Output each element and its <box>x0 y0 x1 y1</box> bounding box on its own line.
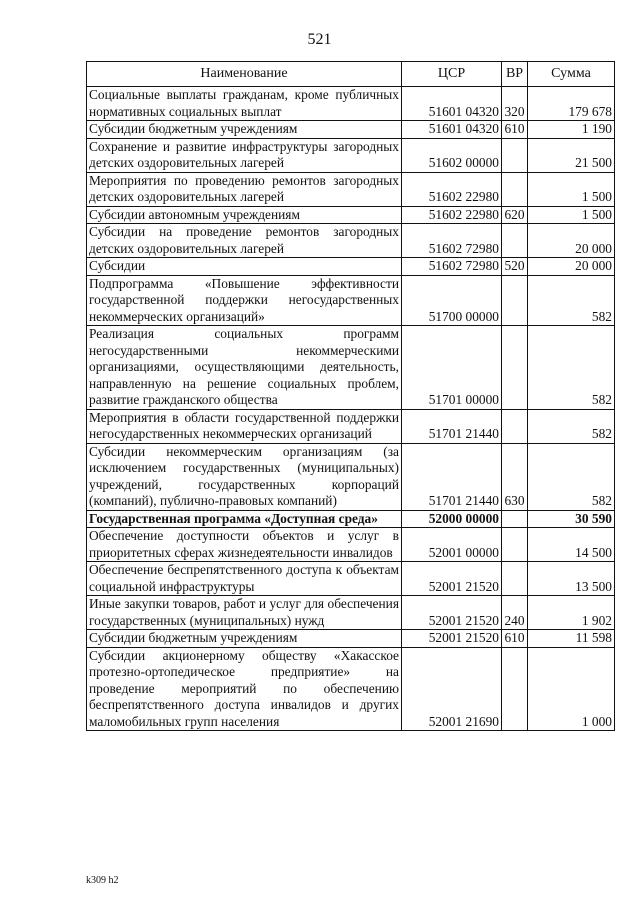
cell-sum: 30 590 <box>528 510 615 528</box>
cell-csr: 51701 00000 <box>402 326 502 410</box>
cell-name: Субсидии акционерному обществу «Хакасское протезно-ортопедическое предприятие» на проведение мероприятий по обеспечению беспрепятственного доступа инвалидов и других маломобильных групп населения <box>87 647 402 731</box>
table-row <box>87 206 615 224</box>
cell-csr: 51701 21440 <box>402 443 502 510</box>
cell-sum: 1 500 <box>528 172 615 206</box>
cell-sum: 582 <box>528 326 615 410</box>
cell-csr: 51602 72980 <box>402 258 502 276</box>
cell-vr <box>502 172 528 206</box>
table-row <box>87 443 615 510</box>
cell-vr: 320 <box>502 87 528 121</box>
cell-name: Государственная программа «Доступная среда» <box>87 510 402 528</box>
cell-csr: 51700 00000 <box>402 275 502 326</box>
cell-name: Сохранение и развитие инфраструктуры загородных детских оздоровительных лагерей <box>87 138 402 172</box>
cell-sum: 1 902 <box>528 596 615 630</box>
page-number: 521 <box>307 31 332 48</box>
cell-csr: 51601 04320 <box>402 87 502 121</box>
cell-sum: 179 678 <box>528 87 615 121</box>
cell-vr <box>502 562 528 596</box>
table-row <box>87 596 615 630</box>
cell-sum: 20 000 <box>528 224 615 258</box>
cell-name: Мероприятия в области государственной поддержки негосударственных некоммерческих организаций <box>87 409 402 443</box>
cell-vr: 610 <box>502 630 528 648</box>
cell-sum: 20 000 <box>528 258 615 276</box>
table-row <box>87 647 615 731</box>
cell-vr <box>502 224 528 258</box>
cell-name: Иные закупки товаров, работ и услуг для обеспечения государственных (муниципальных) нужд <box>87 596 402 630</box>
cell-csr: 52001 21520 <box>402 630 502 648</box>
table-row <box>87 510 615 528</box>
cell-vr: 630 <box>502 443 528 510</box>
cell-csr: 51602 00000 <box>402 138 502 172</box>
cell-csr: 52001 21520 <box>402 596 502 630</box>
cell-sum: 14 500 <box>528 528 615 562</box>
cell-name: Субсидии некоммерческим организациям (за исключением государственных (муниципальных) учреждений, государственных корпораций (компаний), публично-правовых компаний) <box>87 443 402 510</box>
cell-name: Обеспечение беспрепятственного доступа к объектам социальной инфраструктуры <box>87 562 402 596</box>
cell-name: Субсидии бюджетным учреждениям <box>87 121 402 139</box>
cell-sum: 1 500 <box>528 206 615 224</box>
cell-csr: 51601 04320 <box>402 121 502 139</box>
cell-csr: 51602 22980 <box>402 172 502 206</box>
cell-name: Обеспечение доступности объектов и услуг в приоритетных сферах жизнедеятельности инвалидов <box>87 528 402 562</box>
header-sum: Сумма <box>528 62 615 87</box>
cell-vr: 620 <box>502 206 528 224</box>
footer-code: k309 h2 <box>86 875 119 886</box>
header-vr: ВР <box>502 62 528 87</box>
table-header-row <box>87 62 615 87</box>
cell-sum: 582 <box>528 443 615 510</box>
table-row <box>87 138 615 172</box>
cell-name: Мероприятия по проведению ремонтов загородных детских оздоровительных лагерей <box>87 172 402 206</box>
cell-sum: 1 190 <box>528 121 615 139</box>
table-row <box>87 409 615 443</box>
cell-sum: 1 000 <box>528 647 615 731</box>
cell-name: Субсидии <box>87 258 402 276</box>
cell-csr: 52000 00000 <box>402 510 502 528</box>
cell-vr <box>502 647 528 731</box>
cell-sum: 21 500 <box>528 138 615 172</box>
table-row <box>87 172 615 206</box>
cell-vr <box>502 138 528 172</box>
table-row <box>87 121 615 139</box>
cell-sum: 11 598 <box>528 630 615 648</box>
cell-sum: 582 <box>528 409 615 443</box>
cell-csr: 51602 72980 <box>402 224 502 258</box>
cell-vr <box>502 275 528 326</box>
table-row <box>87 87 615 121</box>
cell-csr: 52001 21690 <box>402 647 502 731</box>
cell-name: Социальные выплаты гражданам, кроме публичных нормативных социальных выплат <box>87 87 402 121</box>
cell-sum: 13 500 <box>528 562 615 596</box>
cell-csr: 51701 21440 <box>402 409 502 443</box>
table-row <box>87 528 615 562</box>
table-row <box>87 258 615 276</box>
cell-name: Субсидии автономным учреждениям <box>87 206 402 224</box>
cell-name: Реализация социальных программ негосударственными некоммерческими организациями, осуществляющими деятельность, направленную на решение социальных проблем, развитие гражданского общества <box>87 326 402 410</box>
cell-vr: 240 <box>502 596 528 630</box>
cell-name: Субсидии на проведение ремонтов загородных детских оздоровительных лагерей <box>87 224 402 258</box>
cell-name: Субсидии бюджетным учреждениям <box>87 630 402 648</box>
cell-vr: 520 <box>502 258 528 276</box>
table-row <box>87 630 615 648</box>
cell-sum: 582 <box>528 275 615 326</box>
cell-vr <box>502 326 528 410</box>
table-row <box>87 562 615 596</box>
cell-vr <box>502 409 528 443</box>
cell-csr: 52001 00000 <box>402 528 502 562</box>
cell-vr <box>502 528 528 562</box>
cell-csr: 51602 22980 <box>402 206 502 224</box>
budget-table <box>86 61 615 731</box>
cell-name: Подпрограмма «Повышение эффективности государственной поддержки негосударственных некоммерческих организаций» <box>87 275 402 326</box>
cell-vr <box>502 510 528 528</box>
table-row <box>87 275 615 326</box>
header-csr: ЦСР <box>402 62 502 87</box>
cell-vr: 610 <box>502 121 528 139</box>
cell-csr: 52001 21520 <box>402 562 502 596</box>
table-row <box>87 224 615 258</box>
header-name: Наименование <box>87 62 402 87</box>
table-row <box>87 326 615 410</box>
